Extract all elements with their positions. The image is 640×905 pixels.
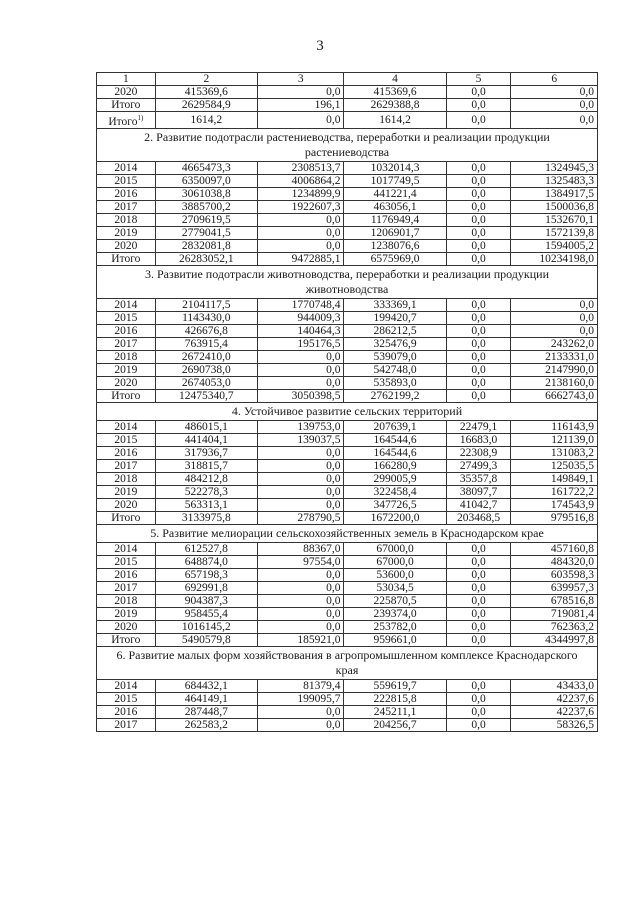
table-cell: 426676,8 xyxy=(155,324,257,337)
table-cell: 222815,8 xyxy=(344,692,446,705)
table-cell: 2015 xyxy=(97,555,156,568)
table-cell: 286212,5 xyxy=(344,324,446,337)
table-cell: 0,0 xyxy=(511,112,598,129)
table-cell: 243262,0 xyxy=(511,337,598,350)
table-cell: 2015 xyxy=(97,433,156,446)
table-cell: 53600,0 xyxy=(344,568,446,581)
table-row xyxy=(97,581,598,594)
table-cell: 2016 xyxy=(97,705,156,718)
table-cell: 0,0 xyxy=(257,718,343,731)
table-cell: 196,1 xyxy=(257,99,343,112)
column-header: 6 xyxy=(511,73,598,86)
table-cell: 486015,1 xyxy=(155,420,257,433)
table-cell: 287448,7 xyxy=(155,705,257,718)
table-header-row xyxy=(97,73,598,86)
table-cell: 522278,3 xyxy=(155,485,257,498)
table-cell: 278790,5 xyxy=(257,511,343,524)
table-cell: 347726,5 xyxy=(344,498,446,511)
table-cell: 0,0 xyxy=(446,679,511,692)
table-cell: 4344997,8 xyxy=(511,633,598,646)
table-cell: 262583,2 xyxy=(155,718,257,731)
table-cell: 67000,0 xyxy=(344,555,446,568)
table-cell: 2019 xyxy=(97,485,156,498)
table-row xyxy=(97,472,598,485)
table-cell: 1017749,5 xyxy=(344,174,446,187)
column-header: 4 xyxy=(344,73,446,86)
table-cell: 0,0 xyxy=(446,324,511,337)
table-cell: 639957,3 xyxy=(511,581,598,594)
table-cell: 0,0 xyxy=(257,607,343,620)
table-row xyxy=(97,705,598,718)
table-cell: 12475340,7 xyxy=(155,389,257,402)
table-cell: 2018 xyxy=(97,350,156,363)
table-cell: 0,0 xyxy=(446,337,511,350)
table-cell: 0,0 xyxy=(257,594,343,607)
table-cell: 0,0 xyxy=(257,446,343,459)
table-row xyxy=(97,511,598,524)
table-cell: 2017 xyxy=(97,200,156,213)
table-cell: 0,0 xyxy=(446,389,511,402)
table-cell: 333369,1 xyxy=(344,298,446,311)
table-cell: 125035,5 xyxy=(511,459,598,472)
table-cell: 612527,8 xyxy=(155,542,257,555)
page-number: 3 xyxy=(316,38,324,54)
table-row xyxy=(97,187,598,200)
table-cell: 2016 xyxy=(97,446,156,459)
table-cell: 0,0 xyxy=(446,226,511,239)
table-cell: 0,0 xyxy=(446,350,511,363)
table-cell: 2018 xyxy=(97,472,156,485)
table-cell: 139753,0 xyxy=(257,420,343,433)
table-cell: 140464,3 xyxy=(257,324,343,337)
table-cell: 1206901,7 xyxy=(344,226,446,239)
table-cell: 2762199,2 xyxy=(344,389,446,402)
table-cell: 1016145,2 xyxy=(155,620,257,633)
table-cell: 0,0 xyxy=(257,112,343,129)
table-cell: 0,0 xyxy=(511,311,598,324)
table-cell: 0,0 xyxy=(257,213,343,226)
table-cell: 0,0 xyxy=(446,213,511,226)
table-row xyxy=(97,433,598,446)
table-cell: 1238076,6 xyxy=(344,239,446,252)
table-cell: 0,0 xyxy=(257,350,343,363)
table-row xyxy=(97,213,598,226)
table-row xyxy=(97,692,598,705)
table-row xyxy=(97,324,598,337)
table-row xyxy=(97,594,598,607)
table-cell: 539079,0 xyxy=(344,350,446,363)
table-cell: 225870,5 xyxy=(344,594,446,607)
table-cell: 0,0 xyxy=(446,692,511,705)
table-cell: 6662743,0 xyxy=(511,389,598,402)
table-cell: 2017 xyxy=(97,459,156,472)
table-cell: 0,0 xyxy=(511,86,598,99)
table-cell: 763915,4 xyxy=(155,337,257,350)
table-cell: 325476,9 xyxy=(344,337,446,350)
table-cell: 1500036,8 xyxy=(511,200,598,213)
table-cell: 2104117,5 xyxy=(155,298,257,311)
table-row xyxy=(97,446,598,459)
table-cell: 161722,2 xyxy=(511,485,598,498)
table-cell: 2015 xyxy=(97,174,156,187)
table-cell: 2133331,0 xyxy=(511,350,598,363)
section-title-row xyxy=(97,646,598,679)
table-cell: 0,0 xyxy=(446,298,511,311)
table-cell: 1143430,0 xyxy=(155,311,257,324)
section-title-row xyxy=(97,524,598,542)
table-row xyxy=(97,174,598,187)
table-cell: 0,0 xyxy=(446,633,511,646)
table-cell: 35357,8 xyxy=(446,472,511,485)
table-cell: 2020 xyxy=(97,498,156,511)
table-cell: 2014 xyxy=(97,298,156,311)
table-row xyxy=(97,161,598,174)
table-cell: 2015 xyxy=(97,311,156,324)
table-cell: 1532670,1 xyxy=(511,213,598,226)
table-cell: 1324945,3 xyxy=(511,161,598,174)
table-cell: 195176,5 xyxy=(257,337,343,350)
table-row xyxy=(97,620,598,633)
table-cell: 0,0 xyxy=(446,239,511,252)
table-cell: 0,0 xyxy=(446,174,511,187)
table-cell: 657198,3 xyxy=(155,568,257,581)
table-row xyxy=(97,311,598,324)
table-cell: 762363,2 xyxy=(511,620,598,633)
table-cell: 603598,3 xyxy=(511,568,598,581)
section-title-row xyxy=(97,402,598,420)
table-cell: 959661,0 xyxy=(344,633,446,646)
table-cell: 441404,1 xyxy=(155,433,257,446)
table-cell: 0,0 xyxy=(257,363,343,376)
table-cell: 164544,6 xyxy=(344,446,446,459)
table-row xyxy=(97,568,598,581)
table-cell: 1032014,3 xyxy=(344,161,446,174)
table-cell: 185921,0 xyxy=(257,633,343,646)
table-cell: 484212,8 xyxy=(155,472,257,485)
table-cell: 0,0 xyxy=(446,607,511,620)
table-cell: 207639,1 xyxy=(344,420,446,433)
table-cell: 2147990,0 xyxy=(511,363,598,376)
table-row xyxy=(97,633,598,646)
table-row xyxy=(97,350,598,363)
table-cell: 174543,9 xyxy=(511,498,598,511)
section-title: 5. Развитие мелиорации сельскохозяйственных земель в Краснодарском крае xyxy=(97,524,598,542)
table-cell: 0,0 xyxy=(446,581,511,594)
table-cell: 1614,2 xyxy=(344,112,446,129)
section-title: 2. Развитие подотрасли растениеводства, переработки и реализации продукции растениеводства xyxy=(97,128,598,161)
table-cell: 322458,4 xyxy=(344,485,446,498)
table-cell: 2014 xyxy=(97,542,156,555)
table-cell: 0,0 xyxy=(257,472,343,485)
table-cell: 6350097,0 xyxy=(155,174,257,187)
budget-table xyxy=(96,72,598,732)
table-cell: 2020 xyxy=(97,376,156,389)
section-title: 3. Развитие подотрасли животноводства, переработки и реализации продукции животноводства xyxy=(97,265,598,298)
table-row xyxy=(97,542,598,555)
table-cell: 67000,0 xyxy=(344,542,446,555)
table-cell: 4665473,3 xyxy=(155,161,257,174)
table-cell: 131083,2 xyxy=(511,446,598,459)
table-row xyxy=(97,252,598,265)
table-cell: 317936,7 xyxy=(155,446,257,459)
table-row xyxy=(97,226,598,239)
table-cell: 692991,8 xyxy=(155,581,257,594)
table-cell: 253782,0 xyxy=(344,620,446,633)
table-cell: Итого xyxy=(97,99,156,112)
table-cell: 2014 xyxy=(97,420,156,433)
table-cell: 2690738,0 xyxy=(155,363,257,376)
table-cell: Итого xyxy=(97,633,156,646)
table-row xyxy=(97,363,598,376)
table-cell: 0,0 xyxy=(446,187,511,200)
column-header: 5 xyxy=(446,73,511,86)
table-cell: 2018 xyxy=(97,594,156,607)
table-row xyxy=(97,498,598,511)
table-cell: 2020 xyxy=(97,620,156,633)
table-cell: 204256,7 xyxy=(344,718,446,731)
table-cell: 139037,5 xyxy=(257,433,343,446)
table-cell: 199420,7 xyxy=(344,311,446,324)
table-cell: 0,0 xyxy=(446,718,511,731)
table-cell: 41042,7 xyxy=(446,498,511,511)
table-cell: 958455,4 xyxy=(155,607,257,620)
table-cell: 0,0 xyxy=(446,311,511,324)
table-cell: 2308513,7 xyxy=(257,161,343,174)
table-cell: 4006864,2 xyxy=(257,174,343,187)
table-row xyxy=(97,337,598,350)
table-cell: 719081,4 xyxy=(511,607,598,620)
table-cell: 2020 xyxy=(97,239,156,252)
table-cell: 2017 xyxy=(97,337,156,350)
table-cell: 27499,3 xyxy=(446,459,511,472)
section-title: 4. Устойчивое развитие сельских территорий xyxy=(97,402,598,420)
table-cell: 484320,0 xyxy=(511,555,598,568)
column-header: 3 xyxy=(257,73,343,86)
table-cell: 2832081,8 xyxy=(155,239,257,252)
section-title: 6. Развитие малых форм хозяйствования в агропромышленном комплексе Краснодарского края xyxy=(97,646,598,679)
table-cell: 463056,1 xyxy=(344,200,446,213)
table-cell: 441221,4 xyxy=(344,187,446,200)
table-cell: 38097,7 xyxy=(446,485,511,498)
table-row xyxy=(97,112,598,129)
table-row xyxy=(97,459,598,472)
table-cell: 2017 xyxy=(97,718,156,731)
table-cell: 979516,8 xyxy=(511,511,598,524)
table-cell: 2674053,0 xyxy=(155,376,257,389)
table-cell: 199095,7 xyxy=(257,692,343,705)
table-cell: 535893,0 xyxy=(344,376,446,389)
table-cell: 1672200,0 xyxy=(344,511,446,524)
table-cell: 0,0 xyxy=(257,581,343,594)
table-cell: Итого xyxy=(97,511,156,524)
table-cell: 1234899,9 xyxy=(257,187,343,200)
table-cell: 3133975,8 xyxy=(155,511,257,524)
table-cell: 2014 xyxy=(97,161,156,174)
table-cell: Итого xyxy=(97,389,156,402)
table-cell: 1176949,4 xyxy=(344,213,446,226)
table-cell: 26283052,1 xyxy=(155,252,257,265)
table-cell: 16683,0 xyxy=(446,433,511,446)
table-cell: 0,0 xyxy=(446,86,511,99)
table-cell: 0,0 xyxy=(511,324,598,337)
table-cell: 0,0 xyxy=(446,99,511,112)
table-cell: 203468,5 xyxy=(446,511,511,524)
footnote-mark: 1) xyxy=(137,114,144,122)
table-cell: 559619,7 xyxy=(344,679,446,692)
table-cell: 0,0 xyxy=(257,376,343,389)
table-row xyxy=(97,607,598,620)
table-cell: 2018 xyxy=(97,213,156,226)
table-row xyxy=(97,555,598,568)
total-label: Итого xyxy=(108,115,138,128)
table-cell: 97554,0 xyxy=(257,555,343,568)
table-cell: 0,0 xyxy=(257,568,343,581)
table-cell: 0,0 xyxy=(257,498,343,511)
table-cell: 88367,0 xyxy=(257,542,343,555)
table-cell xyxy=(97,112,156,129)
table-cell: 0,0 xyxy=(446,705,511,718)
table-cell: 245211,1 xyxy=(344,705,446,718)
table-cell: 166280,9 xyxy=(344,459,446,472)
table-cell: 563313,1 xyxy=(155,498,257,511)
table-cell: 0,0 xyxy=(257,459,343,472)
table-cell: 0,0 xyxy=(446,252,511,265)
table-cell: 116143,9 xyxy=(511,420,598,433)
table-cell: 9472885,1 xyxy=(257,252,343,265)
table-cell: 0,0 xyxy=(446,200,511,213)
table-row xyxy=(97,389,598,402)
table-cell: 0,0 xyxy=(446,594,511,607)
table-cell: 42237,6 xyxy=(511,692,598,705)
table-cell: 415369,6 xyxy=(344,86,446,99)
table-cell: 1770748,4 xyxy=(257,298,343,311)
table-cell: 0,0 xyxy=(446,161,511,174)
table-cell: 318815,7 xyxy=(155,459,257,472)
table-cell: 2014 xyxy=(97,679,156,692)
table-cell: 542748,0 xyxy=(344,363,446,376)
table-row xyxy=(97,200,598,213)
table-row xyxy=(97,376,598,389)
table-row xyxy=(97,298,598,311)
table-row xyxy=(97,86,598,99)
table-cell: 904387,3 xyxy=(155,594,257,607)
table-cell: 2019 xyxy=(97,607,156,620)
table-cell: 53034,5 xyxy=(344,581,446,594)
table-cell: 0,0 xyxy=(511,298,598,311)
table-cell: 2629584,9 xyxy=(155,99,257,112)
table-cell: 415369,6 xyxy=(155,86,257,99)
column-header: 2 xyxy=(155,73,257,86)
table-row xyxy=(97,679,598,692)
table-cell: 2138160,0 xyxy=(511,376,598,389)
table-cell: 10234198,0 xyxy=(511,252,598,265)
table-cell: 2709619,5 xyxy=(155,213,257,226)
table-cell: 0,0 xyxy=(257,485,343,498)
table-cell: 944009,3 xyxy=(257,311,343,324)
table-cell: 58326,5 xyxy=(511,718,598,731)
table-cell: 2672410,0 xyxy=(155,350,257,363)
table-cell: 678516,8 xyxy=(511,594,598,607)
table-cell: 0,0 xyxy=(446,568,511,581)
table-cell: 239374,0 xyxy=(344,607,446,620)
table-cell: 6575969,0 xyxy=(344,252,446,265)
table-cell: 42237,6 xyxy=(511,705,598,718)
section-title-row xyxy=(97,265,598,298)
table-cell: 2016 xyxy=(97,324,156,337)
table-cell: 0,0 xyxy=(446,555,511,568)
table-cell: 0,0 xyxy=(257,705,343,718)
table-cell: 2015 xyxy=(97,692,156,705)
table-cell: 2020 xyxy=(97,86,156,99)
table-cell: 121139,0 xyxy=(511,433,598,446)
table-cell: 0,0 xyxy=(446,376,511,389)
table-cell: 5490579,8 xyxy=(155,633,257,646)
table-cell: 0,0 xyxy=(257,620,343,633)
table-cell: 2016 xyxy=(97,187,156,200)
table-cell: 1572139,8 xyxy=(511,226,598,239)
table-cell: 2016 xyxy=(97,568,156,581)
table-cell: 0,0 xyxy=(446,620,511,633)
table-cell: 1325483,3 xyxy=(511,174,598,187)
table-cell: 149849,1 xyxy=(511,472,598,485)
table-cell: 43433,0 xyxy=(511,679,598,692)
table-row xyxy=(97,99,598,112)
table-cell: 2019 xyxy=(97,363,156,376)
table-cell: 1594005,2 xyxy=(511,239,598,252)
table-cell: 81379,4 xyxy=(257,679,343,692)
table-row xyxy=(97,718,598,731)
table-cell: 464149,1 xyxy=(155,692,257,705)
table-cell: 0,0 xyxy=(257,86,343,99)
table-cell: 0,0 xyxy=(446,542,511,555)
table-cell: 1614,2 xyxy=(155,112,257,129)
table-cell: 457160,8 xyxy=(511,542,598,555)
table-cell: 22308,9 xyxy=(446,446,511,459)
table-cell: 3050398,5 xyxy=(257,389,343,402)
table-row xyxy=(97,420,598,433)
table-cell: 3885700,2 xyxy=(155,200,257,213)
table-cell: Итого xyxy=(97,252,156,265)
table-cell: 0,0 xyxy=(257,239,343,252)
table-cell: 2629388,8 xyxy=(344,99,446,112)
table-cell: 0,0 xyxy=(511,99,598,112)
table-cell: 2019 xyxy=(97,226,156,239)
table-cell: 2779041,5 xyxy=(155,226,257,239)
table-cell: 684432,1 xyxy=(155,679,257,692)
table-cell: 164544,6 xyxy=(344,433,446,446)
table-cell: 1922607,3 xyxy=(257,200,343,213)
table-cell: 1384917,5 xyxy=(511,187,598,200)
table-cell: 0,0 xyxy=(446,363,511,376)
table-cell: 299005,9 xyxy=(344,472,446,485)
table-cell: 3061038,8 xyxy=(155,187,257,200)
table-cell: 0,0 xyxy=(446,112,511,129)
table-row xyxy=(97,239,598,252)
table-cell: 648874,0 xyxy=(155,555,257,568)
column-header: 1 xyxy=(97,73,156,86)
table-cell: 0,0 xyxy=(257,226,343,239)
table-row xyxy=(97,485,598,498)
table-cell: 22479,1 xyxy=(446,420,511,433)
table-cell: 2017 xyxy=(97,581,156,594)
section-title-row xyxy=(97,128,598,161)
